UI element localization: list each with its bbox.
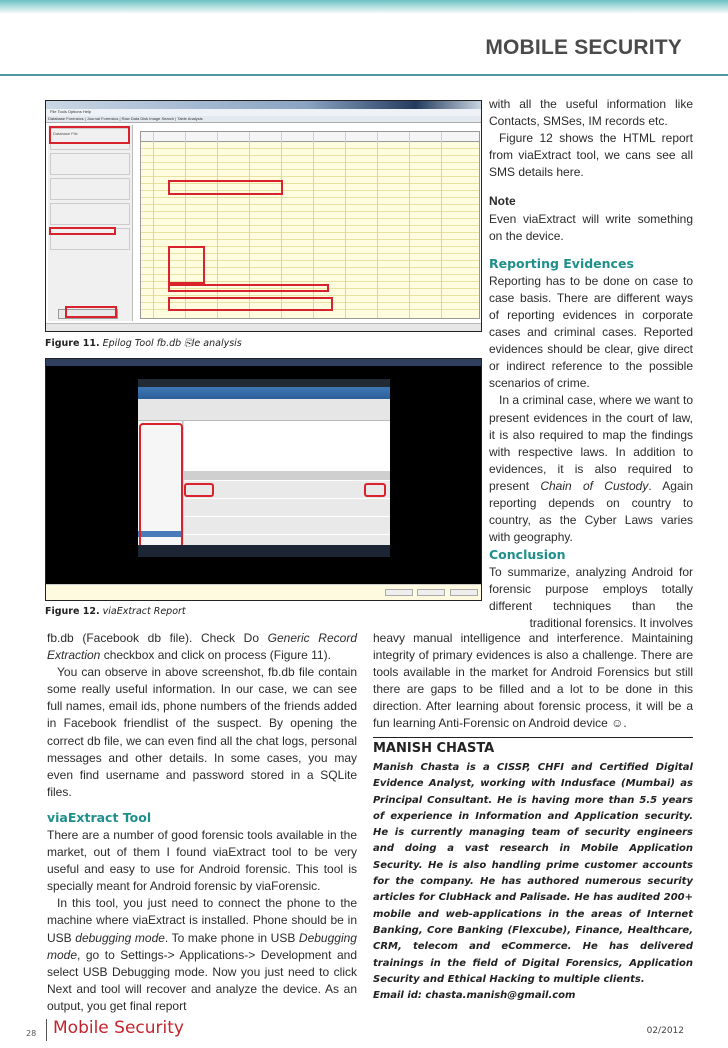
p1-text-a: fb.db (Facebook db file). Check Do [47,631,268,645]
vm-tab-bar [46,359,481,366]
conclusion-paragraph-cont: heavy manual intelligence and interference. Maintaining integrity of primary evidences is also a challenge. There are tools available in the market for Android Forensics but still there are gaps to be filled and a lot to be done in this direction. After learning about forensic process, it will be a fun learning Anti-Forensic on Android device ☺. [373,631,693,731]
author-divider [373,737,693,738]
freepage-settings-group [50,153,130,175]
figure-12-caption-text: viaExtract Report [102,606,186,617]
grid-header [141,132,479,142]
footer-divider [46,1019,47,1041]
author-email: Email id: chasta.manish@gmail.com [373,990,576,1002]
section-title: MOBILE SECURITY [485,36,682,59]
remind-later-button [417,589,445,596]
figure-11-caption-text: Epilog Tool fb.db ⎘le analysis [102,338,242,349]
issue-date: 02/2012 [646,1026,684,1036]
viaextract-toolbar [138,399,390,421]
connect-phone-paragraph [47,895,357,1015]
highlight-database-file [49,126,130,144]
author-bio-text: Manish Chasta is a CISSP, CHFI and Certified Digital Evidence Analyst, working with Indusface (Mumbai) as Principal Consultant. He is having more than 5.5 years of experience in Information and Application security. He is currently managing team of security engineers and doing a vast research in Mobile Application Security. He is also handling prime customer accounts for the company. He has authored numerous security articles for ClubHack and Palisade. He has audited 200+ mobile and web-applications in the areas of Internet Banking, Core Banking (Flexcube), Finance, Healthcare, CRM, telecom and eCommerce. He has delivered trainings in the field of Digital Forensics, Application Security and Ethical Hacking to multiple clients. [373,762,693,985]
conclusion-continued [373,630,693,733]
epilog-status-bar [46,323,481,331]
debugging-mode-emphasis: debugging mode [75,930,165,945]
highlight-process-button [65,306,117,318]
author-name: MANISH CHASTA [373,741,495,756]
sms-table [184,471,390,545]
highlight-generic-record-checkbox [49,227,116,235]
vmware-tools-bar [46,584,481,600]
p1-text-b: checkbox and click on process (Figure 11). [100,648,331,663]
epilog-menu-bar: File Tools Options Help [46,109,481,116]
generic-record-settings-group [50,203,130,225]
reporting-evidences-heading: Reporting Evidences [489,255,634,271]
viaextract-tool-heading: viaExtract Tool [47,809,152,825]
epilog-title-bar [46,101,481,109]
debugging-mode-emphasis-2: Debugging mode [47,930,357,962]
header-divider [0,74,728,76]
right-column [489,96,693,546]
signature-settings-group [50,178,130,200]
figure-12-caption [45,606,186,617]
left-column [47,630,357,1015]
reporting-p2-text-b: . Again reporting depends on country to country, as the Cyber Laws varies with geography. [489,478,693,545]
author-bio [373,760,693,1004]
chain-of-custody-emphasis: Chain of Custody [540,478,649,493]
observe-paragraph: You can observe in above screenshot, fb.db file contain some really useful information. In our case, we can see full names, email ids, phone numbers of the friends added in Facebook friendlist of the suspect. By opening the correct db file, we can even find all the chat logs, personal messages and other details. In some cases, you may even find username and password stored in a SQLite files. [47,665,357,799]
highlight-names [168,246,205,284]
desktop-taskbar [138,545,390,557]
p4-text-c: , go to Settings-> Applications-> Development and select USB Debugging mode. Now you just need to click Next and tool will recover and analyze the device. As an output, you get final report [47,947,357,1013]
epilog-settings-panel [48,125,133,321]
database-file-label: Database File [53,131,78,136]
conclusion-heading: Conclusion [489,547,566,562]
generic-record-emphasis: Generic Record Extraction [47,631,357,663]
highlight-contact-rows [168,180,283,195]
report-content [184,421,390,545]
reporting-paragraph-1: Reporting has to be done on case to case basis. There are different ways of reporting evidences in corporate cases and criminal cases. Reported evidences should be clear, give direct or indirect reference to the possible scenarios of crime. [489,273,693,391]
note-heading: Note [489,194,516,209]
reporting-paragraph-2 [489,392,693,546]
page-number: 28 [26,1029,37,1038]
p4-text-a: In this tool, you just need to connect the phone to the machine where viaExtract is installed. Phone should be in USB [47,896,357,945]
desktop-panel [138,379,390,387]
tools-paragraph: There are a number of good forensic tools available in the market, out of them I found viaExtract tool to be very useful and easy to use for Android forensic. This tool is specially meant for Android forensic by viaForensic. [47,827,357,894]
figure-11-label: Figure 11. [45,338,100,349]
note-paragraph: Even viaExtract will write something on the device. [489,211,693,243]
conclusion-paragraph-start: To summarize, analyzing Android for forensic purpose employs totally different techniques than the traditional forensics. It involves [489,565,693,631]
reporting-p2-text-a: In a criminal case, where we want to present evidences in the court of law, it is also required to map the findings with respective laws. In addition to evidences, it is also required to present [489,393,693,493]
viaextract-title-bar [138,387,390,399]
p4-text-b: . To make phone in USB [164,930,299,945]
intro-paragraph: with all the useful information like Contacts, SMSes, IM records etc. [489,97,693,129]
highlight-phone-rows [168,297,333,311]
highlight-phone-number [184,483,214,497]
highlight-report-sections [139,423,183,548]
conclusion-block [489,546,693,632]
figure-12-paragraph: Figure 12 shows the HTML report from viaExtract tool, we cans see all SMS details here. [489,131,693,180]
footer-section-title: Mobile Security [53,1018,184,1038]
fb-db-paragraph [47,630,357,664]
install-tools-button [385,589,413,596]
figure-11-screenshot [45,100,482,332]
epilog-tabs: Database Forensics | Journal Forensics | Raw Data Disk Image Search | Table Analysis [46,116,481,123]
highlight-sms-body [364,483,386,497]
viaextract-window [138,379,390,557]
figure-11-caption [45,338,242,349]
figure-12-label: Figure 12. [45,606,100,617]
never-remind-button [450,589,478,596]
figure-12-screenshot [45,358,482,601]
top-gradient-bar [0,0,728,14]
highlight-email-row [168,284,329,292]
